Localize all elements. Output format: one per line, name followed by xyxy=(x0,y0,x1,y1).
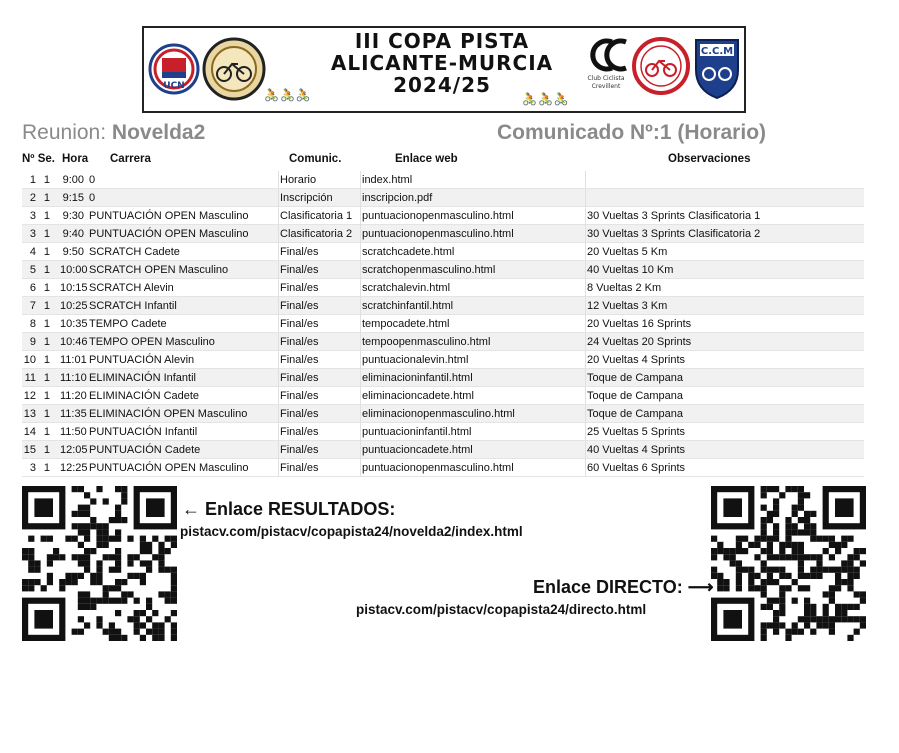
banner-title-line2: ALICANTE-MURCIA xyxy=(330,51,554,75)
cell-carrera: ELIMINACIÓN Cadete xyxy=(89,390,200,402)
col-no-se: Nº Se. xyxy=(22,153,55,165)
directo-link[interactable]: pistacv.com/pistacv/copapista24/directo.html xyxy=(356,602,647,617)
column-divider xyxy=(360,297,361,315)
column-divider xyxy=(278,441,279,459)
cell-hora: 11:35 xyxy=(60,408,87,420)
column-divider xyxy=(278,279,279,297)
cell-carrera: PUNTUACIÓN Cadete xyxy=(89,444,201,456)
cell-carrera: SCRATCH Alevin xyxy=(89,282,174,294)
cell-enlace-web[interactable]: tempocadete.html xyxy=(362,318,450,330)
col-carrera: Carrera xyxy=(110,153,151,165)
cell-no: 4 xyxy=(29,246,36,258)
cyclists-icon: 🚴🚴🚴 xyxy=(522,92,570,106)
cell-enlace-web[interactable]: eliminacionopenmasculino.html xyxy=(362,408,515,420)
cell-observaciones: 20 Vueltas 16 Sprints xyxy=(587,318,692,330)
column-divider xyxy=(585,261,586,279)
cell-observaciones: 8 Vueltas 2 Km xyxy=(587,282,662,294)
cell-observaciones: 40 Vueltas 4 Sprints xyxy=(587,444,686,456)
cell-carrera: SCRATCH OPEN Masculino xyxy=(89,264,229,276)
column-divider xyxy=(585,459,586,477)
cell-se: 1 xyxy=(43,282,50,294)
cell-carrera: SCRATCH Infantil xyxy=(89,300,177,312)
svg-text:UCN: UCN xyxy=(163,81,185,91)
cell-enlace-web[interactable]: puntuacionopenmasculino.html xyxy=(362,228,514,240)
cell-enlace-web[interactable]: tempoopenmasculino.html xyxy=(362,336,491,348)
table-row xyxy=(22,441,864,459)
cell-carrera: PUNTUACIÓN OPEN Masculino xyxy=(89,210,249,222)
cell-enlace-web[interactable]: eliminacioninfantil.html xyxy=(362,372,473,384)
column-divider xyxy=(360,459,361,477)
column-divider xyxy=(278,189,279,207)
column-divider xyxy=(278,171,279,189)
column-divider xyxy=(360,243,361,261)
ccn-seal-icon xyxy=(202,36,266,106)
cell-carrera: TEMPO OPEN Masculino xyxy=(89,336,215,348)
cell-observaciones: 25 Vueltas 5 Sprints xyxy=(587,426,686,438)
cell-observaciones: 20 Vueltas 4 Sprints xyxy=(587,354,686,366)
column-divider xyxy=(360,369,361,387)
cell-no: 10 xyxy=(23,354,36,366)
reunion-label: Reunion: xyxy=(22,121,107,144)
cell-no: 14 xyxy=(23,426,36,438)
cell-hora: 11:20 xyxy=(60,390,87,402)
col-comunic: Comunic. xyxy=(289,153,342,165)
cell-hora: 9:00 xyxy=(62,174,84,186)
column-divider xyxy=(585,369,586,387)
qr-code-directo[interactable] xyxy=(711,486,866,641)
column-divider xyxy=(585,351,586,369)
cell-comunic: Final/es xyxy=(280,408,319,420)
cell-enlace-web[interactable]: inscripcion.pdf xyxy=(362,192,433,204)
column-divider xyxy=(585,207,586,225)
column-divider xyxy=(360,261,361,279)
table-header xyxy=(0,153,899,169)
table-row xyxy=(22,405,864,423)
cell-comunic: Inscripción xyxy=(280,192,333,204)
cell-comunic: Final/es xyxy=(280,390,319,402)
cell-hora: 10:15 xyxy=(60,282,88,294)
qr-code-resultados[interactable] xyxy=(22,486,177,641)
club-ciclista-crevillent-logo xyxy=(582,34,632,100)
cell-observaciones: 60 Vueltas 6 Sprints xyxy=(587,462,686,474)
cell-comunic: Final/es xyxy=(280,336,319,348)
cell-no: 15 xyxy=(23,444,36,456)
cell-se: 1 xyxy=(43,390,50,402)
cell-comunic: Final/es xyxy=(280,318,319,330)
table-row xyxy=(22,243,864,261)
cell-carrera: 0 xyxy=(89,174,96,186)
cell-comunic: Final/es xyxy=(280,426,319,438)
cell-no: 11 xyxy=(24,372,36,384)
column-divider xyxy=(278,423,279,441)
column-divider xyxy=(278,225,279,243)
cell-carrera: TEMPO Cadete xyxy=(89,318,167,330)
cell-se: 1 xyxy=(43,192,50,204)
cell-no: 2 xyxy=(29,192,36,204)
cell-se: 1 xyxy=(43,264,50,276)
svg-text:C.C.M: C.C.M xyxy=(700,46,734,57)
cyclists-icon: 🚴🚴🚴 xyxy=(264,88,312,102)
cell-se: 1 xyxy=(43,300,50,312)
column-divider xyxy=(585,189,586,207)
column-divider xyxy=(278,405,279,423)
reunion-value: Novelda2 xyxy=(111,121,206,144)
cell-no: 6 xyxy=(29,282,36,294)
reunion-heading xyxy=(22,121,205,145)
column-divider xyxy=(278,333,279,351)
cell-enlace-web[interactable]: scratchinfantil.html xyxy=(362,300,454,312)
column-divider xyxy=(278,387,279,405)
cell-enlace-web[interactable]: puntuacioninfantil.html xyxy=(362,426,472,438)
banner-title xyxy=(274,30,610,96)
cell-comunic: Final/es xyxy=(280,264,319,276)
column-divider xyxy=(360,171,361,189)
col-enlace: Enlace web xyxy=(395,153,458,165)
cell-se: 1 xyxy=(43,174,50,186)
cell-observaciones: 24 Vueltas 20 Sprints xyxy=(587,336,692,348)
cell-observaciones: 30 Vueltas 3 Sprints Clasificatoria 1 xyxy=(587,210,761,222)
cell-hora: 9:40 xyxy=(62,228,84,240)
cell-enlace-web[interactable]: puntuacionopenmasculino.html xyxy=(362,210,514,222)
table-row xyxy=(22,189,864,207)
cell-se: 1 xyxy=(43,426,50,438)
column-divider xyxy=(585,279,586,297)
table-row xyxy=(22,297,864,315)
cell-no: 3 xyxy=(29,210,36,222)
column-divider xyxy=(585,243,586,261)
table-row xyxy=(22,369,864,387)
cell-no: 3 xyxy=(29,228,36,240)
cell-comunic: Clasificatoria 1 xyxy=(280,210,353,222)
column-divider xyxy=(585,405,586,423)
column-divider xyxy=(585,441,586,459)
cell-hora: 11:50 xyxy=(60,426,87,438)
cell-comunic: Final/es xyxy=(280,462,319,474)
cell-enlace-web[interactable]: puntuacioncadete.html xyxy=(362,444,473,456)
cell-se: 1 xyxy=(43,228,50,240)
cell-hora: 10:00 xyxy=(60,264,88,276)
column-divider xyxy=(360,189,361,207)
column-divider xyxy=(278,297,279,315)
comunicado-heading: Comunicado Nº:1 (Horario) xyxy=(497,121,767,144)
table-row xyxy=(22,459,864,477)
cell-observaciones: Toque de Campana xyxy=(587,372,684,384)
cell-enlace-web[interactable]: scratchalevin.html xyxy=(362,282,451,294)
column-divider xyxy=(278,243,279,261)
cell-enlace-web[interactable]: eliminacioncadete.html xyxy=(362,390,474,402)
column-divider xyxy=(278,351,279,369)
cell-enlace-web[interactable]: index.html xyxy=(362,174,413,186)
banner-title-line1: III COPA PISTA xyxy=(354,29,530,53)
col-observaciones: Observaciones xyxy=(668,153,751,165)
column-divider xyxy=(360,441,361,459)
column-divider xyxy=(278,207,279,225)
column-divider xyxy=(585,333,586,351)
event-banner xyxy=(142,26,746,113)
cell-no: 9 xyxy=(29,336,36,348)
cell-observaciones: Toque de Campana xyxy=(587,408,684,420)
cell-se: 1 xyxy=(43,354,50,366)
cell-carrera: PUNTUACIÓN Alevin xyxy=(89,354,195,366)
cell-no: 8 xyxy=(29,318,36,330)
cell-observaciones: 30 Vueltas 3 Sprints Clasificatoria 2 xyxy=(587,228,761,240)
qr-pattern-icon xyxy=(22,486,177,641)
column-divider xyxy=(585,171,586,189)
table-row xyxy=(22,225,864,243)
column-divider xyxy=(360,387,361,405)
table-row xyxy=(22,171,864,189)
cell-enlace-web[interactable]: puntuacionalevin.html xyxy=(362,354,469,366)
cell-no: 7 xyxy=(29,300,36,312)
cell-enlace-web[interactable]: puntuacionopenmasculino.html xyxy=(362,462,514,474)
cell-no: 3 xyxy=(29,462,36,474)
cell-hora: 12:25 xyxy=(60,462,88,474)
column-divider xyxy=(360,405,361,423)
table-row xyxy=(22,207,864,225)
cell-comunic: Horario xyxy=(280,174,317,186)
cell-comunic: Final/es xyxy=(280,372,319,384)
cell-hora: 9:15 xyxy=(62,192,84,204)
cell-observaciones: 20 Vueltas 5 Km xyxy=(587,246,668,258)
cell-carrera: ELIMINACIÓN Infantil xyxy=(89,372,196,384)
column-divider xyxy=(360,207,361,225)
cell-comunic: Final/es xyxy=(280,354,319,366)
cell-hora: 10:25 xyxy=(60,300,88,312)
table-row xyxy=(22,279,864,297)
column-divider xyxy=(360,225,361,243)
column-divider xyxy=(278,315,279,333)
column-divider xyxy=(360,333,361,351)
cell-hora: 10:35 xyxy=(60,318,88,330)
cell-hora: 11:10 xyxy=(60,372,87,384)
cell-carrera: ELIMINACIÓN OPEN Masculino xyxy=(89,408,248,420)
cell-carrera: PUNTUACIÓN OPEN Masculino xyxy=(89,462,249,474)
column-divider xyxy=(585,387,586,405)
column-divider xyxy=(278,369,279,387)
cell-no: 12 xyxy=(23,390,36,402)
cell-observaciones: 40 Vueltas 10 Km xyxy=(587,264,674,276)
cell-se: 1 xyxy=(43,246,50,258)
cell-comunic: Clasificatoria 2 xyxy=(280,228,353,240)
ccm-shield-icon xyxy=(692,36,742,104)
cell-carrera: PUNTUACIÓN Infantil xyxy=(89,426,198,438)
column-divider xyxy=(585,423,586,441)
cell-enlace-web[interactable]: scratchcadete.html xyxy=(362,246,455,258)
cell-comunic: Final/es xyxy=(280,300,319,312)
cell-no: 1 xyxy=(29,174,36,186)
cell-hora: 12:05 xyxy=(60,444,88,456)
table-row xyxy=(22,387,864,405)
cell-no: 13 xyxy=(23,408,36,420)
directo-label: Enlace DIRECTO: ⟶ xyxy=(533,577,714,597)
column-divider xyxy=(360,315,361,333)
column-divider xyxy=(360,279,361,297)
column-divider xyxy=(585,315,586,333)
cell-carrera: PUNTUACIÓN OPEN Masculino xyxy=(89,228,249,240)
resultados-link[interactable]: pistacv.com/pistacv/copapista24/novelda2/index.html xyxy=(180,524,523,539)
cell-hora: 11:01 xyxy=(60,354,87,366)
cell-observaciones: Toque de Campana xyxy=(587,390,684,402)
cell-se: 1 xyxy=(43,210,50,222)
table-row xyxy=(22,333,864,351)
cell-se: 1 xyxy=(43,372,50,384)
cell-no: 5 xyxy=(29,264,36,276)
col-hora: Hora xyxy=(62,153,89,165)
table-row xyxy=(22,351,864,369)
cell-se: 1 xyxy=(43,462,50,474)
cell-enlace-web[interactable]: scratchopenmasculino.html xyxy=(362,264,496,276)
column-divider xyxy=(585,297,586,315)
svg-text:Crevillent: Crevillent xyxy=(591,83,621,90)
column-divider xyxy=(360,351,361,369)
table-row xyxy=(22,261,864,279)
banner-title-line3: 2024/25 xyxy=(393,73,491,97)
club-ciclista-roldan-logo xyxy=(632,34,690,104)
svg-text:Club Ciclista: Club Ciclista xyxy=(587,75,625,82)
column-divider xyxy=(278,261,279,279)
cell-se: 1 xyxy=(43,318,50,330)
table-row xyxy=(22,315,864,333)
cell-hora: 10:46 xyxy=(60,336,88,348)
cell-comunic: Final/es xyxy=(280,246,319,258)
resultados-label: ← Enlace RESULTADOS: xyxy=(182,499,396,519)
cell-comunic: Final/es xyxy=(280,444,319,456)
qr-pattern-icon xyxy=(711,486,866,641)
cell-carrera: SCRATCH Cadete xyxy=(89,246,180,258)
column-divider xyxy=(585,225,586,243)
cell-se: 1 xyxy=(43,444,50,456)
column-divider xyxy=(278,459,279,477)
club-badge-icon xyxy=(148,38,200,104)
cell-observaciones: 12 Vueltas 3 Km xyxy=(587,300,668,312)
cell-hora: 9:30 xyxy=(62,210,84,222)
cell-hora: 9:50 xyxy=(62,246,84,258)
column-divider xyxy=(360,423,361,441)
cell-se: 1 xyxy=(43,336,50,348)
schedule-table xyxy=(22,171,864,477)
cell-carrera: 0 xyxy=(89,192,96,204)
cell-comunic: Final/es xyxy=(280,282,319,294)
table-row xyxy=(22,423,864,441)
cell-se: 1 xyxy=(43,408,50,420)
